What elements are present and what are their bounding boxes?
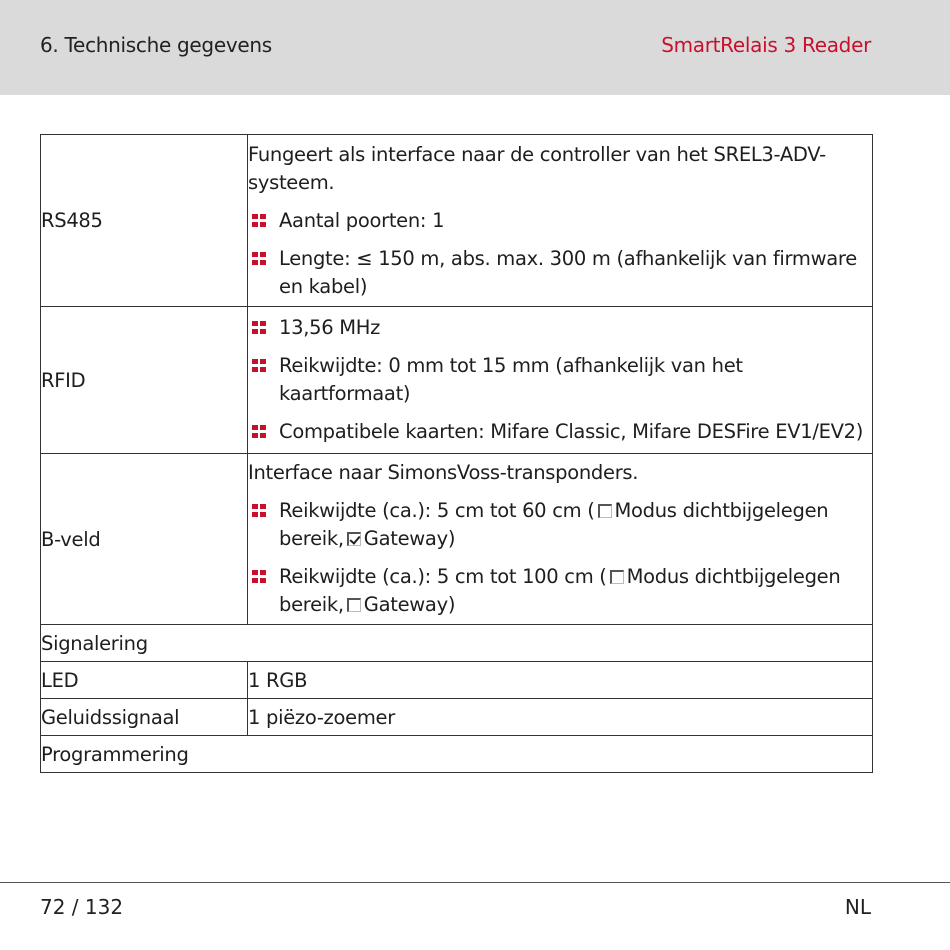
bullet-icon bbox=[252, 214, 266, 227]
list-item: Reikwijdte (ca.): 5 cm tot 100 cm ( Modus dichtbijgelegen bereik, Gateway) bbox=[248, 563, 872, 619]
spec-table bbox=[40, 134, 873, 773]
bullet-icon bbox=[252, 425, 266, 438]
list-item: Reikwijdte (ca.): 5 cm tot 60 cm ( Modus dichtbijgelegen bereik, Gateway) bbox=[248, 497, 872, 553]
row-label: RS485 bbox=[41, 135, 248, 307]
row-value bbox=[248, 135, 873, 307]
row-value: 1 RGB bbox=[248, 662, 873, 699]
row-value: 1 piëzo-zoemer bbox=[248, 699, 873, 736]
list-item: Reikwijdte: 0 mm tot 15 mm (afhankelijk van het kaartformaat) bbox=[248, 352, 872, 408]
unchecked-box-icon bbox=[347, 598, 361, 612]
product-name: SmartRelais 3 Reader bbox=[661, 33, 871, 57]
page-number: 72 / 132 bbox=[40, 895, 124, 919]
table-row bbox=[41, 736, 873, 773]
footer-divider bbox=[0, 882, 950, 883]
list-item: Aantal poorten: 1 bbox=[248, 207, 872, 235]
row-value bbox=[248, 307, 873, 454]
bullet-icon bbox=[252, 504, 266, 517]
description-text: Interface naar SimonsVoss-transponders. bbox=[248, 461, 639, 484]
section-title: 6. Technische gegevens bbox=[40, 33, 272, 57]
bullet-icon bbox=[252, 252, 266, 265]
checked-box-icon bbox=[347, 532, 361, 546]
section-row-label: Programmering bbox=[41, 736, 873, 773]
table-row bbox=[41, 699, 873, 736]
unchecked-box-icon bbox=[598, 504, 612, 518]
row-value bbox=[248, 454, 873, 625]
table-row bbox=[41, 625, 873, 662]
page-header bbox=[0, 0, 950, 95]
description-text: Fungeert als interface naar de controller van het SREL3-ADV-systeem. bbox=[248, 142, 826, 194]
table-row bbox=[41, 454, 873, 625]
row-label: Geluidssignaal bbox=[41, 699, 248, 736]
language-code: NL bbox=[844, 895, 871, 919]
list-item: Compatibele kaarten: Mifare Classic, Mifare DESFire EV1/EV2) bbox=[248, 418, 872, 446]
bullet-icon bbox=[252, 359, 266, 372]
row-label: RFID bbox=[41, 307, 248, 454]
bullet-icon bbox=[252, 570, 266, 583]
section-row-label: Signalering bbox=[41, 625, 873, 662]
table-row bbox=[41, 662, 873, 699]
table-row bbox=[41, 307, 873, 454]
list-item: 13,56 MHz bbox=[248, 314, 872, 342]
unchecked-box-icon bbox=[610, 570, 624, 584]
row-label: B-veld bbox=[41, 454, 248, 625]
table-row bbox=[41, 135, 873, 307]
bullet-icon bbox=[252, 321, 266, 334]
row-label: LED bbox=[41, 662, 248, 699]
list-item: Lengte: ≤ 150 m, abs. max. 300 m (afhankelijk van firmware en kabel) bbox=[248, 245, 872, 301]
